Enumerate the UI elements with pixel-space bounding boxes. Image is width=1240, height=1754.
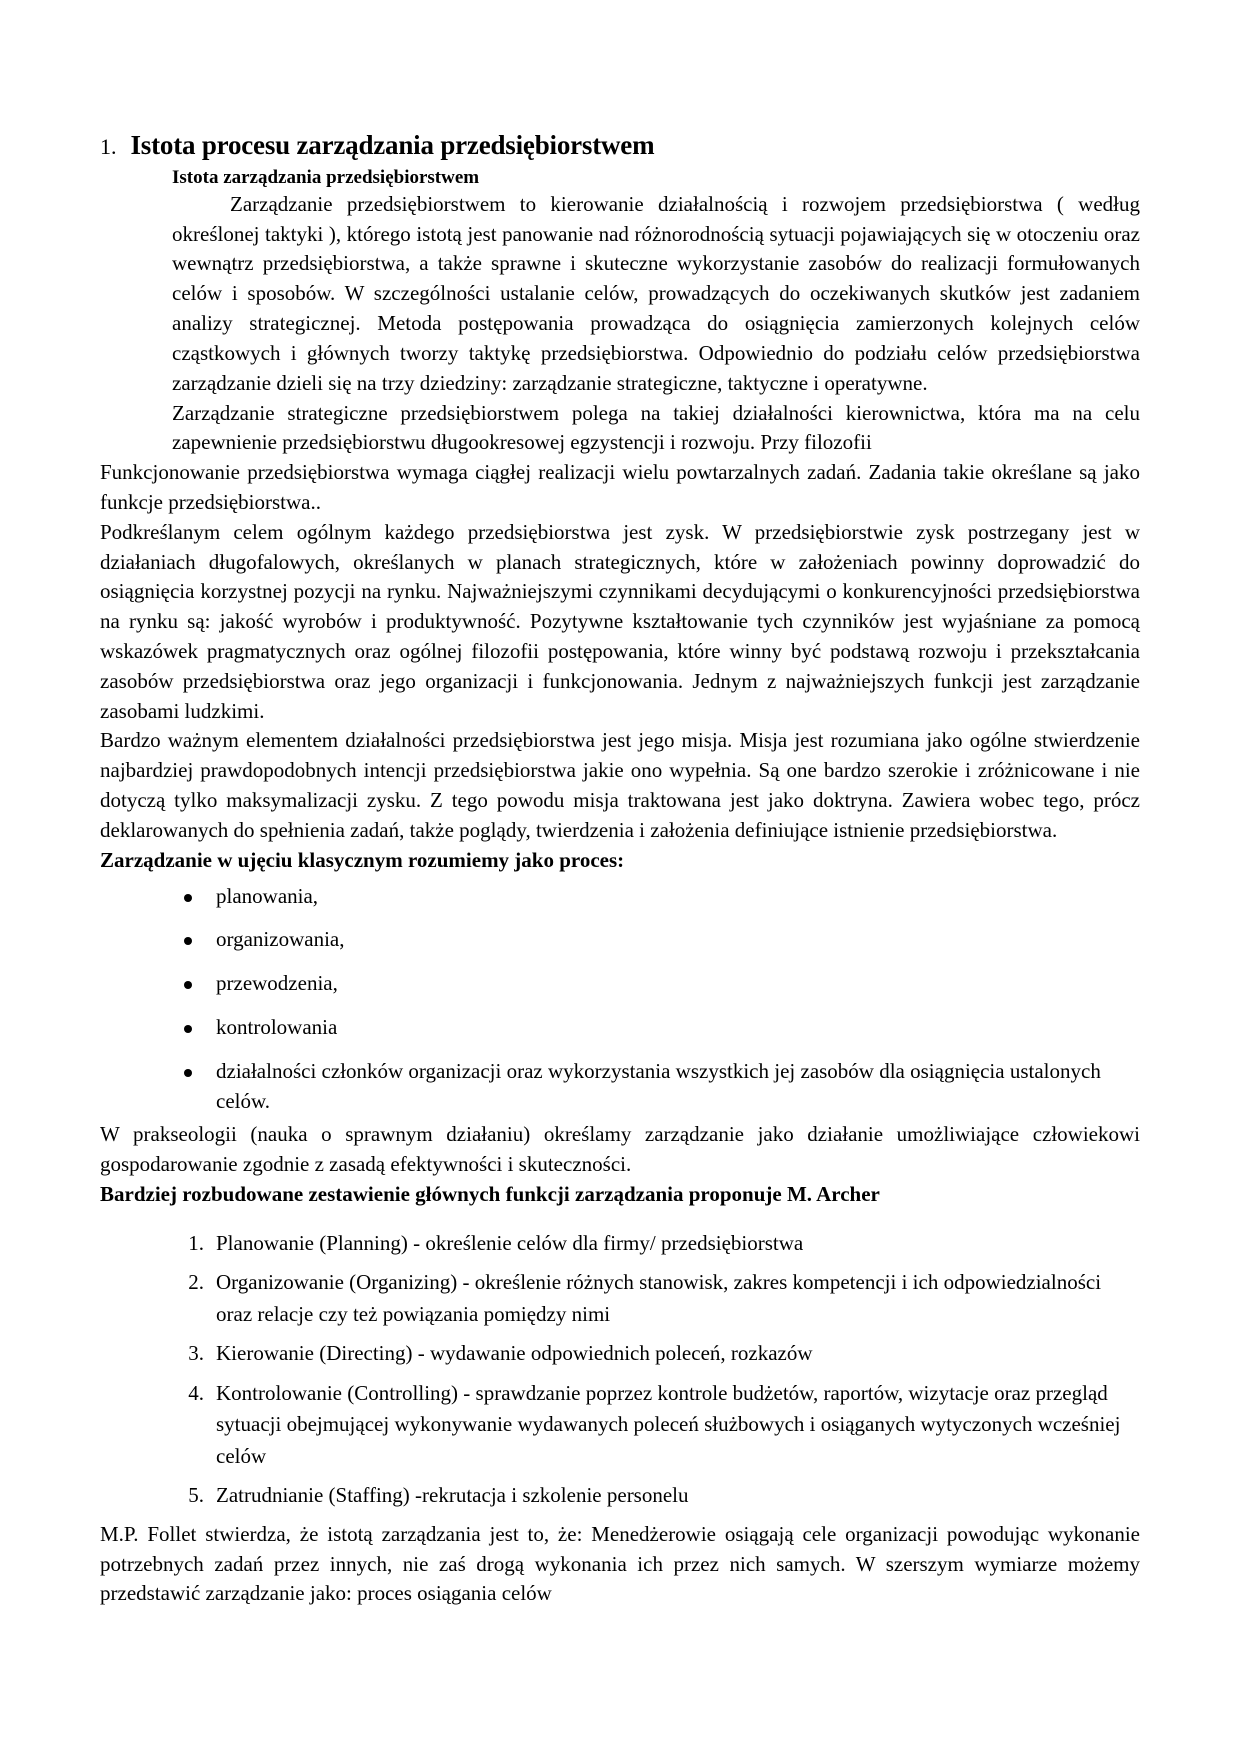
paragraph-functions: Funkcjonowanie przedsiębiorstwa wymaga ciągłej realizacji wielu powtarzalnych zadań. Zadania takie określane są jako funkcje przedsiębiorstwa.. [100, 460, 1140, 514]
list-item: kontrolowania [172, 1013, 1140, 1043]
classic-process-heading: Zarządzanie w ujęciu klasycznym rozumiemy jako proces: [100, 847, 625, 872]
archer-heading: Bardziej rozbudowane zestawienie głównych funkcji zarządzania proponuje M. Archer [100, 1182, 880, 1207]
paragraph-follet: M.P. Follet stwierdza, że istotą zarządzania jest to, że: Menedżerowie osiągają cele organizacji powodując wykonanie potrzebnych zadań przez innych, nie zaś drogą wykonania ich przez nich samych. W szerszym wymiarze możemy przedstawić zarządzanie jako: proces osiągania celów [100, 1521, 1140, 1606]
paragraph-strategic: Zarządzanie strategiczne przedsiębiorstwem polega na takiej działalności kierownictwa, która ma na celu zapewnienie przedsiębiorstwu długookresowej egzystencji i rozwoju. Przy filozofii [172, 400, 1140, 455]
paragraph-mission: Bardzo ważnym elementem działalności przedsiębiorstwa jest jego misja. Misja jest rozumiana jako ogólne stwierdzenie najbardziej prawdopodobnych intencji przedsiębiorstwa jakie ono wypełnia. Są one bardzo szerokie i zróżnicowane i nie dotyczą tylko maksymalizacji zysku. Z tego powodu misja traktowana jest jako doktryna. Zawiera wobec tego, prócz deklarowanych do spełnienia zadań, także poglądy, twierdzenia i założenia definiujące istnienie przedsiębiorstwa. [100, 728, 1140, 842]
list-item: działalności członków organizacji oraz wykorzystania wszystkich jej zasobów dla osiągnięcia ustalonych celów. [172, 1057, 1140, 1117]
heading-title: Istota procesu zarządzania przedsiębiorstwem [130, 130, 655, 160]
archer-functions-list [100, 1228, 1140, 1512]
list-item: Organizowanie (Organizing) - określenie różnych stanowisk, zakres kompetencji i ich odpowiedzialności oraz relacje czy też powiązania pomiędzy nimi [216, 1270, 1102, 1326]
paragraph-profit: Podkreślanym celem ogólnym każdego przedsiębiorstwa jest zysk. W przedsiębiorstwie zysk postrzegany jest w działaniach długofalowych, określanych w planach strategicznych, które w założeniach powinny doprowadzić do osiągnięcia korzystnej pozycji na rynku. Najważniejszymi czynnikami decydującymi o konkurencyjności przedsiębiorstwa na rynku są: jakość wyrobów i produktywność. Pozytywne kształtowanie tych czynników jest wyjaśniane za pomocą wskazówek pragmatycznych oraz ogólnej filozofii postępowania, które winny być podstawą rozwoju i przekształcania zasobów przedsiębiorstwa oraz jego organizacji i funkcjonowania. Jednym z najważniejszych funkcji jest zarządzanie zasobami ludzkimi. [100, 519, 1140, 723]
paragraph-praxeology: W prakseologii (nauka o sprawnym działaniu) określamy zarządzanie jako działanie umożliwiające człowiekowi gospodarowanie zgodnie z zasadą efektywności i skuteczności. [100, 1122, 1140, 1177]
paragraph-intro: Zarządzanie przedsiębiorstwem to kierowanie działalnością i rozwojem przedsiębiorstwa ( według określonej taktyki ), którego istotą jest panowanie nad różnorodnością sytuacji pojawiających się w otoczeniu oraz wewnątrz przedsiębiorstwa, a także sprawne i skuteczne wykorzystanie zasobów do realizacji formułowanych celów i sposobów. W szczególności ustalanie celów, prowadzących do oczekiwanych skutków jest zadaniem analizy strategicznej. Metoda postępowania prowadząca do osiągnięcia zamierzonych kolejnych celów cząstkowych i głównych tworzy taktykę przedsiębiorstwa. Odpowiednio do podziału celów przedsiębiorstwa zarządzanie dzieli się na trzy dziedziny: zarządzanie strategiczne, taktyczne i operatywne. [172, 191, 1140, 395]
heading-number: 1. [100, 134, 117, 159]
page-title [100, 130, 1140, 161]
list-item: Zatrudnianie (Staffing) -rekrutacja i szkolenie personelu [216, 1483, 689, 1508]
list-item: Kontrolowanie (Controlling) - sprawdzanie poprzez kontrole budżetów, raportów, wizytacje oraz przegląd sytuacji obejmującej wykonywanie wydawanych poleceń służbowych i osiąganych wytyczonych wcześniej celów [216, 1380, 1121, 1468]
list-item: przewodzenia, [172, 969, 1140, 999]
list-item: organizowania, [172, 925, 1140, 955]
list-item: Planowanie (Planning) - określenie celów dla firmy/ przedsiębiorstwa [216, 1230, 804, 1255]
classic-process-list [100, 882, 1140, 1117]
list-item: planowania, [172, 882, 1140, 912]
section-subheading: Istota zarządzania przedsiębiorstwem [172, 167, 480, 189]
list-item: Kierowanie (Directing) - wydawanie odpowiednich poleceń, rozkazów [216, 1341, 813, 1366]
